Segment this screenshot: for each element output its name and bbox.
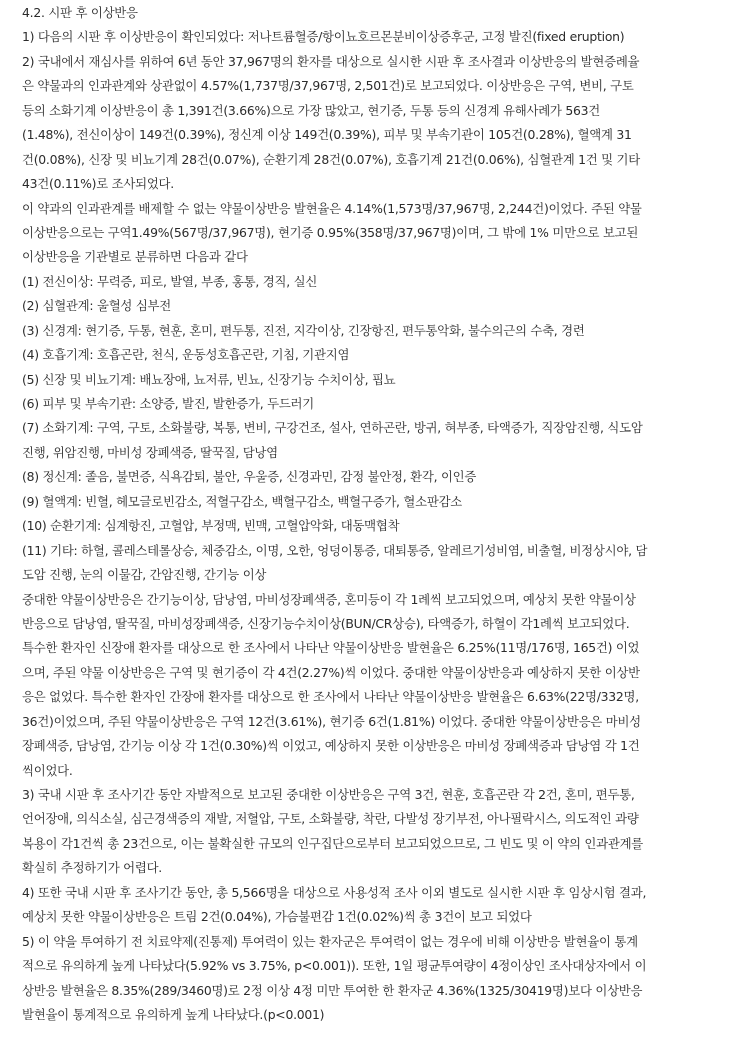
text-line: 상반응 발현율은 8.35%(289/3460명)로 2정 이상 4정 미만 투여한 한 환자군 4.36%(1325/30419명)보다 이상반응 — [22, 982, 643, 998]
text-line: 씩이었다. — [22, 762, 73, 778]
section-heading: 4.2. 시판 후 이상반응 — [22, 5, 138, 20]
text-line: (3) 신경계: 현기증, 두통, 현훈, 혼미, 편두통, 진전, 지각이상, 긴장항진, 편두통악화, 불수의근의 수축, 경련 — [22, 322, 585, 338]
text-line: 이상반응으로는 구역1.49%(567명/37,967명), 현기증 0.95%(358명/37,967명)이며, 그 밖에 1% 미만으로 보고된 — [22, 224, 639, 240]
text-line: (1.48%), 전신이상이 149건(0.39%), 정신계 이상 149건(0.39%), 피부 및 부속기관이 105건(0.28%), 혈액계 31 — [22, 127, 632, 143]
text-line: 2) 국내에서 재심사를 위하여 6년 동안 37,967명의 환자를 대상으로 실시한 시판 후 조사결과 이상반응의 발현증례율 — [22, 53, 640, 69]
document-body — [22, 1, 737, 1027]
text-line: 진행, 위암진행, 마비성 장폐색증, 딸꾹질, 담낭염 — [22, 444, 278, 460]
text-line: (10) 순환기계: 심계항진, 고혈압, 부정맥, 빈맥, 고혈압악화, 대동맥협착 — [22, 518, 400, 534]
text-line: 특수한 환자인 신장애 환자를 대상으로 한 조사에서 나타난 약물이상반응 발현율은 6.25%(11명/176명, 165건) 이었 — [22, 640, 640, 656]
text-line: (8) 정신계: 졸음, 불면증, 식욕감퇴, 불안, 우울증, 신경과민, 감정 불안정, 환각, 이인증 — [22, 469, 477, 485]
text-line: 등의 소화기계 이상반응이 총 1,391건(3.66%)으로 가장 많았고, 현기증, 두통 등의 신경계 유해사례가 563건 — [22, 102, 600, 118]
text-line: 이상반응을 기관별로 분류하면 다음과 같다 — [22, 249, 248, 265]
text-line: 은 약물과의 인과관계와 상관없이 4.57%(1,737명/37,967명, 2,501건)로 보고되었다. 이상반응은 구역, 변비, 구토 — [22, 78, 634, 94]
text-line: 응은 없었다. 특수한 환자인 간장애 환자를 대상으로 한 조사에서 나타난 약물이상반응 발현율은 6.63%(22명/332명, — [22, 689, 639, 705]
text-line: 이 약과의 인과관계를 배제할 수 없는 약물이상반응 발현율은 4.14%(1,573명/37,967명, 2,244건)이었다. 주된 약물 — [22, 200, 642, 216]
text-line: (2) 심혈관계: 울혈성 심부전 — [22, 298, 171, 314]
text-line: 중대한 약물이상반응은 간기능이상, 담낭염, 마비성장폐색증, 혼미등이 각 1례씩 보고되었으며, 예상치 못한 약물이상 — [22, 591, 636, 607]
text-line: 으며, 주된 약물 이상반응은 구역 및 현기증이 각 4건(2.27%)씩 이었다. 중대한 약물이상반응과 예상하지 못한 이상반 — [22, 664, 640, 680]
text-line: 도암 진행, 눈의 이물감, 간암진행, 간기능 이상 — [22, 567, 267, 583]
text-line: (11) 기타: 하혈, 콜레스테롤상승, 체중감소, 이명, 오한, 엉덩이통증, 대퇴통증, 알레르기성비염, 비출혈, 비정상시야, 담 — [22, 542, 648, 558]
text-line: (5) 신장 및 비뇨기계: 배뇨장애, 뇨저류, 빈뇨, 신장기능 수치이상, 핍뇨 — [22, 371, 396, 387]
text-line: 36건)이었으며, 주된 약물이상반응은 구역 12건(3.61%), 현기증 6건(1.81%) 이었다. 중대한 약물이상반응은 마비성 — [22, 713, 641, 729]
text-line: 발현율이 통계적으로 유의하게 높게 나타났다.(p<0.001) — [22, 1006, 325, 1022]
text-line: 5) 이 약을 투여하기 전 치료약제(진통제) 투여력이 있는 환자군은 투여력이 없는 경우에 비해 이상반응 발현율이 통계 — [22, 933, 638, 949]
text-line: 적으로 유의하게 높게 나타났다(5.92% vs 3.75%, p<0.001)). 또한, 1일 평균투여량이 4정이상인 조사대상자에서 이 — [22, 958, 647, 974]
text-line: 언어장애, 의식소실, 심근경색증의 재발, 저혈압, 구토, 소화불량, 착란, 다발성 장기부전, 아나필락시스, 의도적인 과량 — [22, 811, 639, 827]
text-line: 4) 또한 국내 시판 후 조사기간 동안, 총 5,566명을 대상으로 사용성적 조사 이외 별도로 실시한 시판 후 임상시험 결과, — [22, 884, 647, 900]
text-line: 건(0.08%), 신장 및 비뇨기계 28건(0.07%), 순환기계 28건(0.07%), 호흡기계 21건(0.06%), 심혈관계 1건 및 기타 — [22, 151, 640, 167]
text-line: 1) 다음의 시판 후 이상반응이 확인되었다: 저나트륨혈증/항이뇨호르몬분비이상증후군, 고정 발진(fixed eruption) — [22, 29, 625, 45]
text-line: 3) 국내 시판 후 조사기간 동안 자발적으로 보고된 중대한 이상반응은 구역 3건, 현훈, 호흡곤란 각 2건, 혼미, 편두통, — [22, 787, 635, 802]
text-line: (4) 호흡기계: 호흡곤란, 천식, 운동성호흡곤란, 기침, 기관지염 — [22, 347, 350, 363]
text-line: 확실히 추정하기가 어렵다. — [22, 860, 162, 876]
text-line: (7) 소화기계: 구역, 구토, 소화불량, 복통, 변비, 구강건조, 설사, 연하곤란, 방귀, 혀부종, 타액증가, 직장암진행, 식도암 — [22, 420, 643, 436]
text-line: (1) 전신이상: 무력증, 피로, 발열, 부종, 홍통, 경직, 실신 — [22, 273, 318, 289]
text-line: 43건(0.11%)로 조사되었다. — [22, 176, 174, 192]
text-line: (9) 혈액계: 빈혈, 헤모글로빈감소, 적혈구감소, 백혈구감소, 백혈구증가, 혈소판감소 — [22, 493, 463, 509]
text-line: 반응으로 담낭염, 딸꾹질, 마비성장폐색증, 신장기능수치이상(BUN/CR상승), 타액증가, 하혈이 각1례씩 보고되었다. — [22, 615, 630, 631]
text-line: 복용이 각1건씩 총 23건으로, 이는 불확실한 규모의 인구집단으로부터 보고되었으므로, 그 빈도 및 이 약의 인과관계를 — [22, 835, 644, 851]
text-line: (6) 피부 및 부속기관: 소양증, 발진, 발한증가, 두드러기 — [22, 396, 314, 411]
text-line: 예상치 못한 약물이상반응은 트림 2건(0.04%), 가슴불편감 1건(0.02%)씩 총 3건이 보고 되었다 — [22, 909, 532, 925]
text-line: 장폐색증, 담낭염, 간기능 이상 각 1건(0.30%)씩 이었고, 예상하지 못한 이상반응은 마비성 장폐색증과 담낭염 각 1건 — [22, 738, 640, 754]
